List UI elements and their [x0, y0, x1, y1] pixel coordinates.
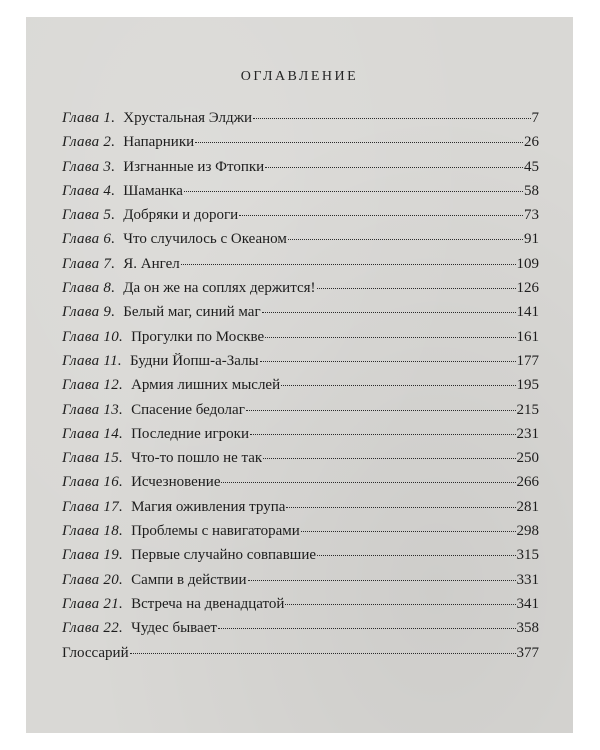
page-number: 177 — [516, 352, 539, 369]
toc-entry — [62, 134, 539, 158]
chapter-label: Глава 6. — [62, 231, 116, 248]
dot-leader — [265, 167, 523, 168]
chapter-label: Глава 20. — [62, 571, 124, 588]
dot-leader — [260, 361, 516, 362]
dot-leader — [288, 239, 523, 240]
chapter-title: Исчезновение — [131, 474, 221, 491]
dot-leader — [130, 653, 516, 654]
toc-entry — [62, 523, 539, 547]
chapter-label: Глава 3. — [62, 158, 116, 175]
dot-leader — [221, 482, 515, 483]
dot-leader — [246, 410, 516, 411]
toc-entry — [62, 596, 539, 620]
toc-entry — [62, 183, 539, 207]
page-number: 298 — [516, 523, 539, 540]
chapter-label: Глава 7. — [62, 255, 116, 272]
toc-entry — [62, 402, 539, 426]
toc-entry — [62, 304, 539, 328]
chapter-title: Встреча на двенадцатой — [131, 595, 285, 612]
toc-entry — [62, 620, 539, 644]
chapter-title: Я. Ангел — [123, 255, 180, 272]
chapter-title: Что случилось с Океаном — [123, 231, 287, 248]
toc-entry — [62, 159, 539, 183]
chapter-label: Глава 14. — [62, 425, 124, 442]
chapter-title: Прогулки по Москве — [131, 328, 265, 345]
chapter-title: Последние игроки — [131, 425, 249, 442]
chapter-label: Глава 4. — [62, 182, 116, 199]
toc-entry — [62, 547, 539, 571]
chapter-title: Добряки и дороги — [123, 207, 239, 224]
dot-leader — [262, 312, 516, 313]
page-number: 109 — [516, 255, 539, 272]
chapter-label: Глава 2. — [62, 134, 116, 151]
dot-leader — [250, 434, 516, 435]
page-number: 58 — [524, 182, 539, 199]
chapter-label: Глава 18. — [62, 523, 124, 540]
toc-entry — [62, 207, 539, 231]
page-number: 26 — [524, 134, 539, 151]
chapter-title: Будни Йопш-а-Залы — [129, 352, 259, 369]
chapter-title: Что-то пошло не так — [131, 450, 263, 467]
toc-entry — [62, 572, 539, 596]
chapter-label: Глава 8. — [62, 280, 116, 297]
chapter-label: Глава 9. — [62, 304, 116, 321]
chapter-title: Шаманка — [123, 182, 183, 199]
table-of-contents — [62, 110, 539, 669]
chapter-title: Напарники — [123, 134, 195, 151]
page-number: 126 — [516, 280, 539, 297]
book-page — [26, 17, 573, 733]
dot-leader — [285, 604, 515, 605]
page-number: 231 — [516, 425, 539, 442]
chapter-title: Белый маг, синий маг — [123, 304, 261, 321]
page-number: 195 — [516, 377, 539, 394]
page-number: 358 — [516, 620, 539, 637]
toc-entry — [62, 450, 539, 474]
dot-leader — [184, 191, 523, 192]
chapter-label: Глава 12. — [62, 377, 124, 394]
dot-leader — [263, 458, 515, 459]
toc-entry — [62, 110, 539, 134]
chapter-label: Глава 13. — [62, 401, 124, 418]
dot-leader — [248, 580, 516, 581]
chapter-title: Изгнанные из Фтопки — [123, 158, 265, 175]
dot-leader — [218, 628, 516, 629]
dot-leader — [265, 337, 515, 338]
chapter-title: Спасение бедолаг — [131, 401, 245, 418]
page-number: 315 — [516, 547, 539, 564]
chapter-title: Армия лишних мыслей — [131, 377, 281, 394]
dot-leader — [181, 264, 516, 265]
page-number: 161 — [516, 328, 539, 345]
page-number: 215 — [516, 401, 539, 418]
chapter-label: Глава 22. — [62, 620, 124, 637]
dot-leader — [317, 555, 515, 556]
page-number: 45 — [524, 158, 539, 175]
toc-entry — [62, 329, 539, 353]
chapter-title: Первые случайно совпавшие — [131, 547, 317, 564]
toc-entry — [62, 426, 539, 450]
chapter-label: Глава 11. — [62, 352, 122, 369]
chapter-label: Глава 16. — [62, 474, 124, 491]
toc-entry-glossary — [62, 645, 539, 669]
dot-leader — [317, 288, 516, 289]
page-number: 141 — [516, 304, 539, 321]
page-number: 7 — [531, 110, 539, 126]
toc-entry — [62, 256, 539, 280]
toc-entry — [62, 353, 539, 377]
chapter-title: Сампи в действии — [131, 571, 247, 588]
page-number: 281 — [516, 498, 539, 515]
page-number: 91 — [524, 231, 539, 248]
toc-entry — [62, 280, 539, 304]
dot-leader — [281, 385, 515, 386]
chapter-title: Хрустальная Элджи — [123, 110, 252, 126]
toc-entry — [62, 474, 539, 498]
chapter-title: Проблемы с навигаторами — [131, 523, 300, 540]
dot-leader — [286, 507, 515, 508]
chapter-title: Да он же на соплях держится! — [123, 280, 316, 297]
dot-leader — [239, 215, 523, 216]
toc-entry — [62, 231, 539, 255]
chapter-label: Глава 1. — [62, 110, 116, 126]
chapter-label: Глава 15. — [62, 450, 124, 467]
chapter-title: Магия оживления трупа — [131, 498, 286, 515]
chapter-label: Глава 5. — [62, 207, 116, 224]
chapter-label: Глава 21. — [62, 595, 124, 612]
chapter-label: Глава 17. — [62, 498, 124, 515]
chapter-label: Глава 19. — [62, 547, 124, 564]
dot-leader — [301, 531, 516, 532]
page-number: 73 — [524, 207, 539, 224]
chapter-title: Чудес бывает — [131, 620, 217, 637]
page-number: 377 — [516, 644, 539, 661]
page-number: 341 — [516, 595, 539, 612]
page-number: 331 — [516, 571, 539, 588]
toc-entry — [62, 499, 539, 523]
page-title: оглавление — [240, 63, 359, 85]
dot-leader — [253, 118, 531, 119]
dot-leader — [195, 142, 523, 143]
page-number: 250 — [516, 450, 539, 467]
chapter-label: Глава 10. — [62, 328, 124, 345]
page-number: 266 — [516, 474, 539, 491]
glossary-title: Глоссарий — [62, 644, 129, 661]
toc-entry — [62, 377, 539, 401]
